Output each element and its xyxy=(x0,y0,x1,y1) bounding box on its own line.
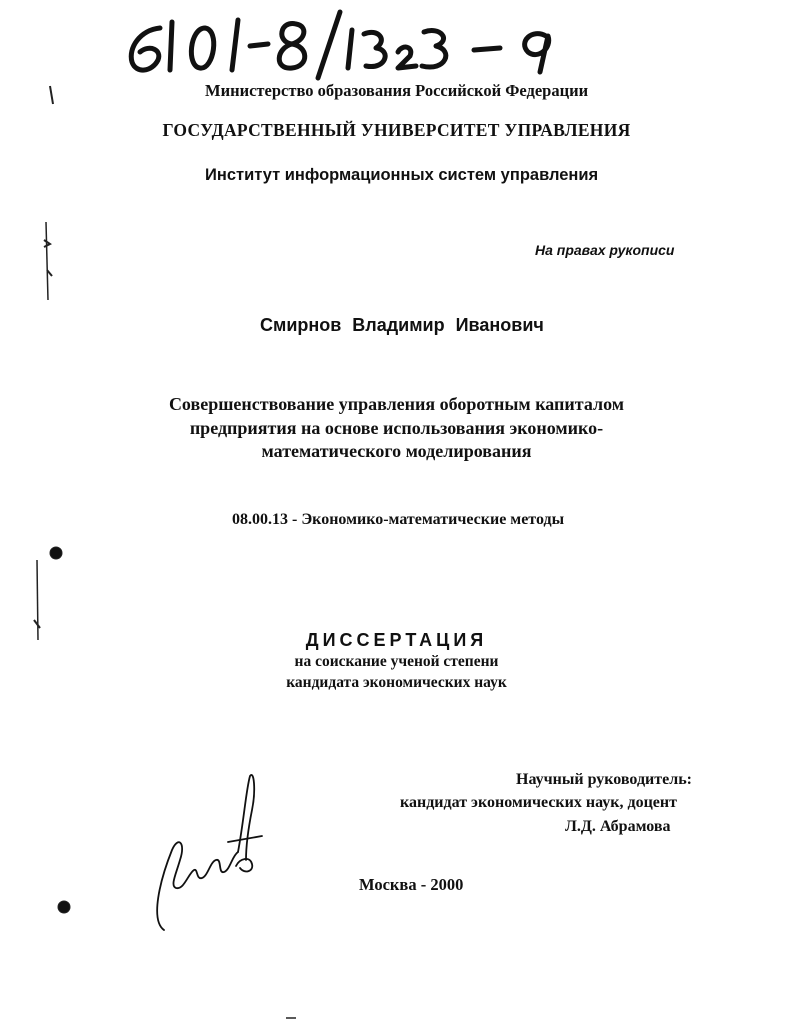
specialty-code: 08.00.13 - Экономико-математические методы xyxy=(232,511,565,528)
handwritten-signature xyxy=(157,775,262,930)
document-type-heading: ДИССЕРТАЦИЯ xyxy=(305,630,488,650)
place-and-year: Москва - 2000 xyxy=(359,875,464,894)
supervisor-label: Научный руководитель: xyxy=(516,771,692,788)
ministry-name: Министерство образования Российской Федерации xyxy=(205,81,589,100)
manuscript-rights-note: На правах рукописи xyxy=(535,242,675,258)
scan-edge-marks xyxy=(34,86,296,1018)
supervisor-degree: кандидат экономических наук, доцент xyxy=(400,794,677,811)
author-name: Смирнов Владимир Иванович xyxy=(260,315,544,335)
university-name: ГОСУДАРСТВЕННЫЙ УНИВЕРСИТЕТ УПРАВЛЕНИЯ xyxy=(162,120,631,140)
degree-line-1: на соискание ученой степени xyxy=(294,653,499,670)
institute-name: Институт информационных систем управления xyxy=(205,166,599,184)
degree-line-2: кандидата экономических наук xyxy=(286,674,507,691)
dissertation-title-line-2: предприятия на основе использования экономико- xyxy=(189,418,604,438)
supervisor-name: Л.Д. Абрамова xyxy=(565,818,671,835)
dissertation-title-line-3: математического моделирования xyxy=(261,441,532,461)
dissertation-title-line-1: Совершенствование управления оборотным капиталом xyxy=(168,394,625,414)
handwritten-archive-number xyxy=(131,12,548,78)
